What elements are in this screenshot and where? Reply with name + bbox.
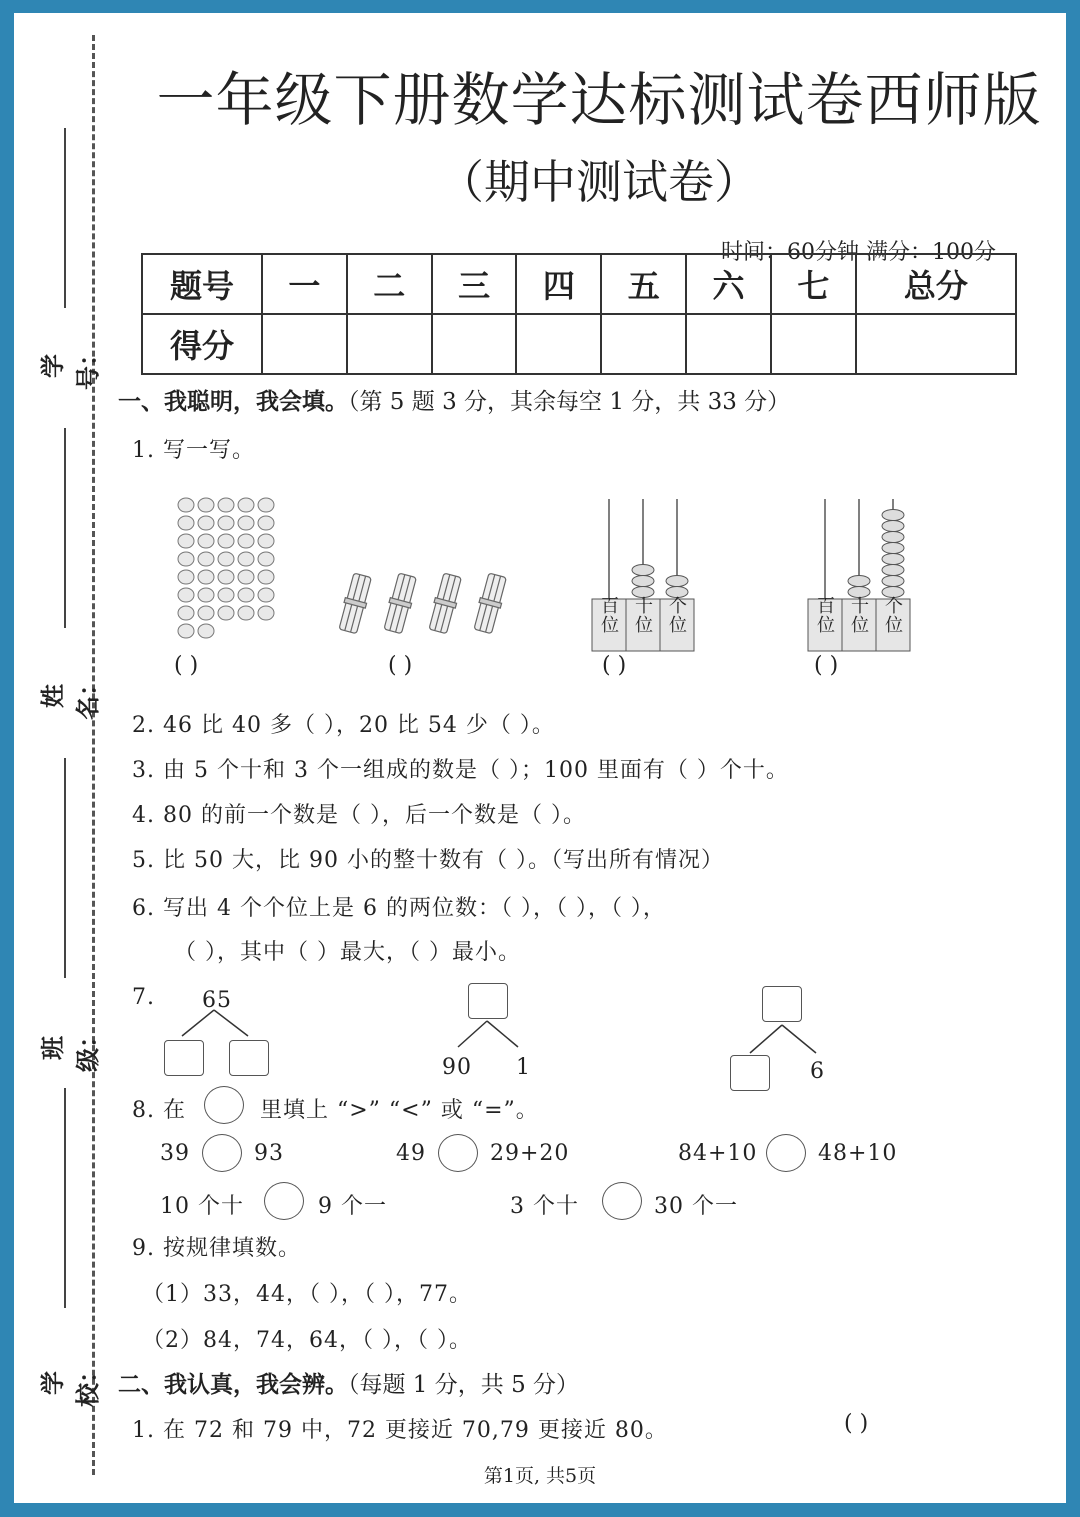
compare-left: 10 个十 [160,1194,244,1219]
score-header-cell: 四 [516,254,601,314]
score-cell[interactable] [771,314,856,374]
tree2-left-number: 90 [442,1055,472,1080]
compare-circle[interactable] [202,1134,242,1172]
section2-question-1: 1. 在 72 和 79 中，72 更接近 70,79 更接近 80。 [132,1418,668,1443]
score-header-cell: 一 [262,254,347,314]
abacus-bead [632,576,654,587]
tree2-right-number: 1 [516,1055,531,1080]
counting-object [218,516,234,530]
score-cell[interactable] [516,314,601,374]
score-header-cell: 六 [686,254,771,314]
score-header-cell: 三 [432,254,517,314]
counting-object [198,624,214,638]
compare-right: 48+10 [818,1141,898,1166]
binding-dashed-line [92,35,95,1475]
compare-circle[interactable] [602,1182,642,1220]
answer-blank[interactable]: ( ) [602,653,627,678]
abacus-bead [848,576,870,587]
score-header-cell: 五 [601,254,686,314]
answer-blank[interactable]: ( ) [388,653,413,678]
score-table-score-row [142,314,1016,374]
abacus-bead [632,565,654,576]
tree3-right-number: 6 [810,1059,825,1084]
counting-object [258,534,274,548]
question-7-label: 7. [132,985,155,1010]
counting-object [178,552,194,566]
class-label: 班级： [39,1024,102,1072]
counting-object [178,534,194,548]
score-table-header-row [142,254,1016,314]
number-tree-lines [744,1023,844,1055]
class-line [64,758,66,978]
section1-heading: 一、我聪明，我会填。 [118,389,348,415]
score-header-cell: 总分 [856,254,1016,314]
time-info: 时间：60分钟 满分：100分 [721,240,996,265]
question-2: 2. 46 比 40 多（ ），20 比 54 少（ ）。 [132,713,555,738]
tree1-top-number: 65 [202,988,232,1013]
compare-left: 3 个十 [510,1194,579,1219]
counting-object [218,552,234,566]
student-id-line [64,128,66,308]
counting-object [218,588,234,602]
counting-objects-icon [174,495,284,645]
number-tree-box[interactable] [229,1040,269,1076]
counting-object [258,588,274,602]
question-8-suffix: 里填上 “>” “<” 或 “=”。 [260,1098,539,1123]
counting-object [238,498,254,512]
score-header-cell: 七 [771,254,856,314]
counting-object [198,570,214,584]
compare-right: 9 个一 [318,1194,387,1219]
counting-object [198,534,214,548]
question-5: 5. 比 50 大，比 90 小的整十数有（ ）。（写出所有情况） [132,848,724,873]
counting-object [198,516,214,530]
compare-right: 30 个一 [654,1194,738,1219]
counting-object [178,606,194,620]
section1-note: （第 5 题 3 分，其余每空 1 分，共 33 分） [348,389,791,415]
score-cell[interactable] [347,314,432,374]
compare-right: 93 [254,1141,284,1166]
number-tree-box[interactable] [468,983,508,1019]
true-false-blank[interactable]: ( ) [844,1411,869,1436]
section2-heading-row [118,1366,579,1399]
abacus-label-tens: 十位 [635,596,653,636]
score-cell[interactable] [686,314,771,374]
compare-left: 49 [396,1141,426,1166]
score-row-label: 得分 [142,314,262,374]
score-header-cell: 题号 [142,254,262,314]
number-tree-lines [174,1008,274,1038]
answer-blank[interactable]: ( ) [174,653,199,678]
counting-object [198,588,214,602]
score-header-cell: 二 [347,254,432,314]
abacus-bead [882,521,904,532]
abacus-label-tens: 十位 [851,596,869,636]
page-footer: 第1页, 共5页 [483,1465,597,1487]
page-title: 一年级下册数学达标测试卷西师版 [156,66,1042,134]
number-tree-lines [444,1019,544,1049]
counting-object [258,498,274,512]
page-subtitle: （期中测试卷） [438,155,760,209]
question-9-1: （1）33，44，（ ），（ ），77。 [142,1282,472,1307]
number-tree-box[interactable] [730,1055,770,1091]
compare-left: 39 [160,1141,190,1166]
student-id-label: 学号： [39,342,102,390]
question-6-line1: 6. 写出 4 个个位上是 6 的两位数：（ ），（ ），（ ）， [132,896,666,921]
answer-blank[interactable]: ( ) [814,653,839,678]
counting-object [218,570,234,584]
compare-circle-example [204,1086,244,1124]
counting-object [218,498,234,512]
abacus-label-ones: 个位 [885,596,903,636]
counting-object [198,498,214,512]
question-1: 1. 写一写。 [132,438,255,463]
name-label: 姓名： [39,672,102,720]
question-4: 4. 80 的前一个数是（ ），后一个数是（ ）。 [132,803,586,828]
abacus-label-hundreds: 百位 [817,596,835,636]
counting-object [198,552,214,566]
question-6-line2: （ ），其中（ ）最大，（ ）最小。 [174,940,521,965]
school-label: 学校： [39,1359,102,1407]
abacus-bead [882,554,904,565]
counting-object [178,624,194,638]
compare-right: 29+20 [490,1141,570,1166]
abacus-bead [882,565,904,576]
score-cell[interactable] [262,314,347,374]
number-tree-box[interactable] [762,986,802,1022]
abacus-bead [882,543,904,554]
abacus-bead [882,576,904,587]
counting-object [178,570,194,584]
abacus-bead [882,510,904,521]
question-3: 3. 由 5 个十和 3 个一组成的数是（ ）；100 里面有（ ）个十。 [132,758,789,783]
counting-object [238,516,254,530]
compare-circle[interactable] [766,1134,806,1172]
counting-object [178,498,194,512]
counting-object [238,570,254,584]
abacus-bead [666,576,688,587]
section2-note: （每题 1 分，共 5 分） [348,1372,580,1398]
counting-object [178,516,194,530]
bundled-sticks-icon [344,565,524,635]
question-9-2: （2）84，74，64，（ ），（ ）。 [142,1328,472,1353]
abacus-label-ones: 个位 [669,596,687,636]
score-table [141,253,1017,375]
question-8-prefix: 8. 在 [132,1098,186,1123]
section2-heading: 二、我认真，我会辨。 [118,1372,348,1398]
counting-object [238,552,254,566]
score-cell[interactable] [856,314,1016,374]
question-9: 9. 按规律填数。 [132,1236,301,1261]
name-line [64,428,66,628]
counting-object [258,570,274,584]
counting-object [178,588,194,602]
abacus-bead [882,532,904,543]
counting-object [238,606,254,620]
counting-object [258,516,274,530]
counting-object [258,606,274,620]
number-tree-box[interactable] [164,1040,204,1076]
compare-circle[interactable] [264,1182,304,1220]
exam-paper [14,13,1066,1503]
counting-object [238,588,254,602]
counting-object [218,534,234,548]
section1-heading-row [118,383,790,416]
compare-circle[interactable] [438,1134,478,1172]
score-cell[interactable] [601,314,686,374]
score-cell[interactable] [432,314,517,374]
compare-left: 84+10 [678,1141,758,1166]
counting-object [258,552,274,566]
counting-object [198,606,214,620]
abacus-label-hundreds: 百位 [601,596,619,636]
counting-object [238,534,254,548]
school-line [64,1088,66,1308]
counting-object [218,606,234,620]
